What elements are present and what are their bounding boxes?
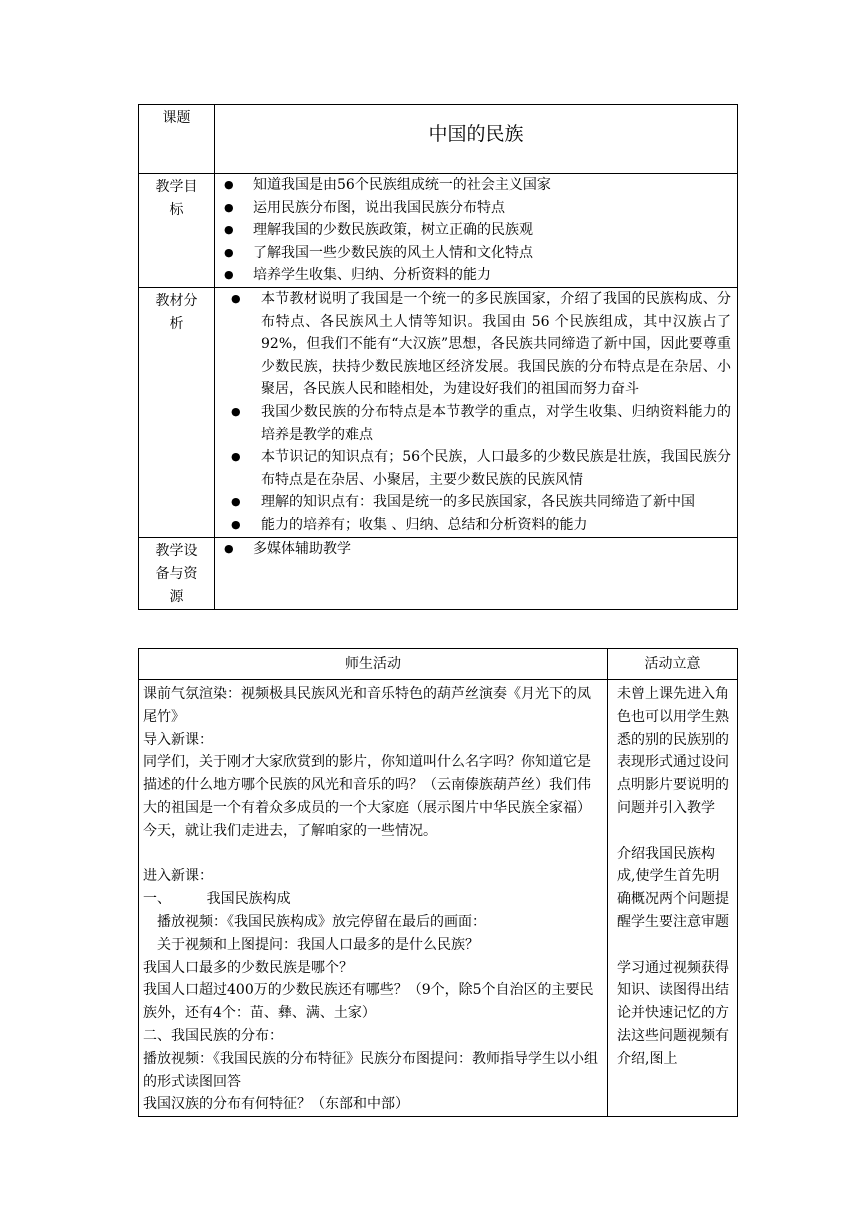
goals-cell	[215, 174, 738, 288]
activity-line: 二、我国民族的分布：	[143, 1027, 283, 1044]
goal-item: ● 培养学生收集、归纳、分析资料的能力	[215, 264, 737, 287]
goals-label: 教学目标	[139, 174, 215, 288]
analysis-list	[215, 288, 737, 537]
goal-item: ● 了解我国一些少数民族的风土人情和文化特点	[215, 242, 737, 265]
goal-item: ● 运用民族分布图，说出我国民族分布特点	[215, 197, 737, 220]
intent-cell	[608, 680, 738, 1117]
activity-line: 我国汉族的分布有何特征？（东部和中部）	[143, 1096, 409, 1113]
analysis-cell	[215, 287, 738, 537]
analysis-item: ● 本节识记的知识点有；56个民族，人口最多的少数民族是壮族，我国民族分布特点是在杂居、小聚居，主要少数民族的民族风情	[215, 446, 737, 491]
analysis-item: ● 本节教材说明了我国是一个统一的多民族国家，介绍了我国的民族构成、分布特点、各民族风土人情等知识。我国由 56 个民族组成，其中汉族占了 92%，但我们不能有“大汉族”思想，各民族共同缔造了新中国，因此要尊重少数民族，扶持少数民族地区经济发展。我国民族的分布特点是在杂居、小聚居，各民族人民和睦相处，为建设好我们的祖国而努力奋斗	[215, 288, 737, 401]
teaching-process-table	[138, 648, 738, 1117]
activity-line: 同学们，关于刚才大家欣赏到的影片，你知道叫什么名字吗？你知道它是描述的什么地方哪个民族的风光和音乐的吗？（云南傣族葫芦丝）我们伟大的祖国是一个有着众多成员的一个大家庭（展示图片中华民族全家福）今天，就让我们走进去，了解咱家的一些情况。	[143, 754, 591, 839]
intent-text: 学习通过视频获得知识、读图得出结论并快速记忆的方法这些问题视频有介绍,图上	[617, 959, 729, 1067]
intent-text: 未曾上课先进入角色也可以用学生熟悉的别的民族别的表现形式通过设问点明影片要说明的问题并引入教学	[617, 686, 729, 816]
title-label: 课题	[139, 105, 215, 174]
activity-line: 一、 我国民族构成	[143, 891, 291, 908]
activity-line: 进入新课：	[143, 868, 213, 885]
equipment-cell	[215, 537, 738, 609]
analysis-item: ● 我国少数民族的分布特点是本节教学的重点，对学生收集、归纳资料能力的培养是教学的难点	[215, 401, 737, 446]
header-intent: 活动立意	[608, 649, 738, 680]
analysis-label: 教材分析	[139, 287, 215, 537]
equipment-item: ● 多媒体辅助教学	[215, 538, 737, 561]
header-row	[139, 649, 738, 680]
equipment-row	[139, 537, 738, 609]
title-row	[139, 105, 738, 174]
analysis-item: ● 能力的培养有；收集 、归纳、总结和分析资料的能力	[215, 514, 737, 537]
goals-list	[215, 174, 737, 287]
activity-line: 播放视频：《我国民族的分布特征》民族分布图提问：教师指导学生以小组的形式读图回答	[143, 1050, 598, 1090]
activity-line: 课前气氛渲染：视频极具民族风光和音乐特色的葫芦丝演奏《月光下的凤尾竹》	[143, 686, 591, 725]
activity-line: 关于视频和上图提问：我国人口最多的是什么民族？	[157, 936, 479, 953]
header-activity: 师生活动	[139, 649, 608, 680]
activity-line: 我国人口最多的少数民族是哪个？	[143, 959, 353, 976]
analysis-row	[139, 287, 738, 537]
activity-line: 我国人口超过400万的少数民族还有哪些？（9个，除5个自治区的主要民族外，还有4个：苗、彝、满、土家）	[143, 982, 594, 1022]
analysis-item: ● 理解的知识点有：我国是统一的多民族国家，各民族共同缔造了新中国	[215, 491, 737, 514]
lesson-plan-table	[138, 104, 738, 610]
equipment-list	[215, 538, 737, 561]
goal-item: ● 理解我国的少数民族政策，树立正确的民族观	[215, 219, 737, 242]
goals-row	[139, 174, 738, 288]
lesson-title: 中国的民族	[215, 105, 738, 174]
content-row	[139, 680, 738, 1117]
equipment-label: 教学设备与资源	[139, 537, 215, 609]
activity-cell	[139, 680, 608, 1117]
goal-item: ● 知道我国是由56个民族组成统一的社会主义国家	[215, 174, 737, 197]
activity-line: 播放视频：《我国民族构成》放完停留在最后的画面：	[157, 913, 486, 930]
activity-line: 导入新课：	[143, 731, 213, 748]
intent-text: 介绍我国民族构成,使学生首先明确概况两个问题提醒学生要注意审题	[617, 845, 729, 930]
